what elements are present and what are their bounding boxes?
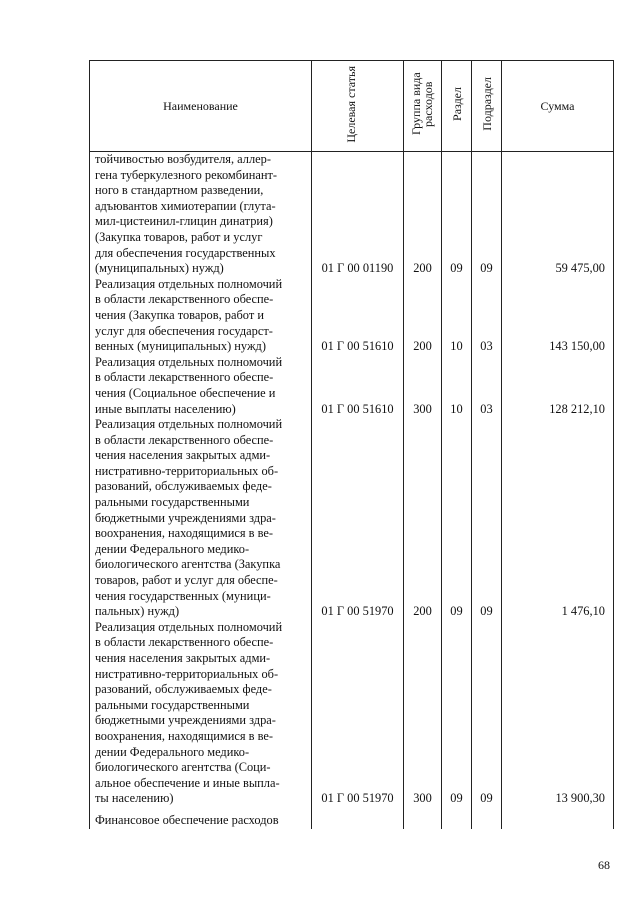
row-section: [442, 807, 472, 829]
row-code: 01 Г 00 51610: [312, 355, 404, 417]
row-section: 09: [442, 152, 472, 277]
row-name: Реализация отдельных полномочий в области лекарственного обеспе- чения населения закрытых адми- нистративно-территориальных об- разований, обслуживаемых феде- ральными государственными бюджетными учреждениями здра- воохранения, находящимися в ве- дении Федерального медико- биологического агентства (Закупка товаров, работ и услуг для обеспе- чения государственных (муници- пальных) нужд): [90, 417, 312, 620]
row-sum: 13 900,30: [502, 620, 614, 807]
row-code: 01 Г 00 51610: [312, 277, 404, 355]
table-row: [90, 277, 614, 355]
row-group: 200: [404, 152, 442, 277]
row-group: 200: [404, 277, 442, 355]
row-name: Реализация отдельных полномочий в области лекарственного обеспе- чения населения закрытых адми- нистративно-территориальных об- разований, обслуживаемых феде- ральными государственными бюджетными учреждениями здра- воохранения, находящимися в ве- дении Федерального медико- биологического агентства (Соци- альное обеспечение и иные выпла- ты населению): [90, 620, 312, 807]
header-sum: Сумма: [502, 61, 614, 152]
row-sum: [502, 807, 614, 829]
row-code: 01 Г 00 51970: [312, 620, 404, 807]
row-group: [404, 807, 442, 829]
row-subsection: 09: [472, 620, 502, 807]
row-code: [312, 807, 404, 829]
row-section: 09: [442, 620, 472, 807]
row-group: 300: [404, 355, 442, 417]
table-row: [90, 807, 614, 829]
header-section: Раздел: [442, 61, 472, 152]
row-code: 01 Г 00 01190: [312, 152, 404, 277]
row-subsection: 03: [472, 277, 502, 355]
row-section: 10: [442, 355, 472, 417]
row-group: 300: [404, 620, 442, 807]
row-code: 01 Г 00 51970: [312, 417, 404, 620]
row-name: Финансовое обеспечение расходов: [90, 807, 312, 829]
row-name: Реализация отдельных полномочий в области лекарственного обеспе- чения (Социальное обеспечение и иные выплаты населению): [90, 355, 312, 417]
row-section: 09: [442, 417, 472, 620]
table-row: [90, 355, 614, 417]
page-number: 68: [598, 858, 610, 872]
header-name: Наименование: [90, 61, 312, 152]
row-subsection: 03: [472, 355, 502, 417]
header-group: Группа вида расходов: [404, 61, 442, 152]
table-row: [90, 152, 614, 277]
row-name: Реализация отдельных полномочий в области лекарственного обеспе- чения (Закупка товаров, работ и услуг для обеспечения государст- венных (муниципальных) нужд): [90, 277, 312, 355]
row-sum: 143 150,00: [502, 277, 614, 355]
budget-table: [89, 60, 614, 829]
table-row: [90, 417, 614, 620]
row-sum: 59 475,00: [502, 152, 614, 277]
row-sum: 128 212,10: [502, 355, 614, 417]
row-name: тойчивостью возбудителя, аллер- гена туберкулезного рекомбинант- ного в стандартном разведении, адъювантов химиотерапии (глута- мил-цистеинил-глицин динатрия) (Закупка товаров, работ и услуг для обеспечения государственных (муниципальных) нужд): [90, 152, 312, 277]
row-subsection: 09: [472, 417, 502, 620]
row-section: 10: [442, 277, 472, 355]
header-subsection: Подраздел: [472, 61, 502, 152]
header-target: Целевая статья: [312, 61, 404, 152]
row-subsection: [472, 807, 502, 829]
row-subsection: 09: [472, 152, 502, 277]
row-sum: 1 476,10: [502, 417, 614, 620]
table-row: [90, 620, 614, 807]
row-group: 200: [404, 417, 442, 620]
table-header-row: [90, 61, 614, 152]
